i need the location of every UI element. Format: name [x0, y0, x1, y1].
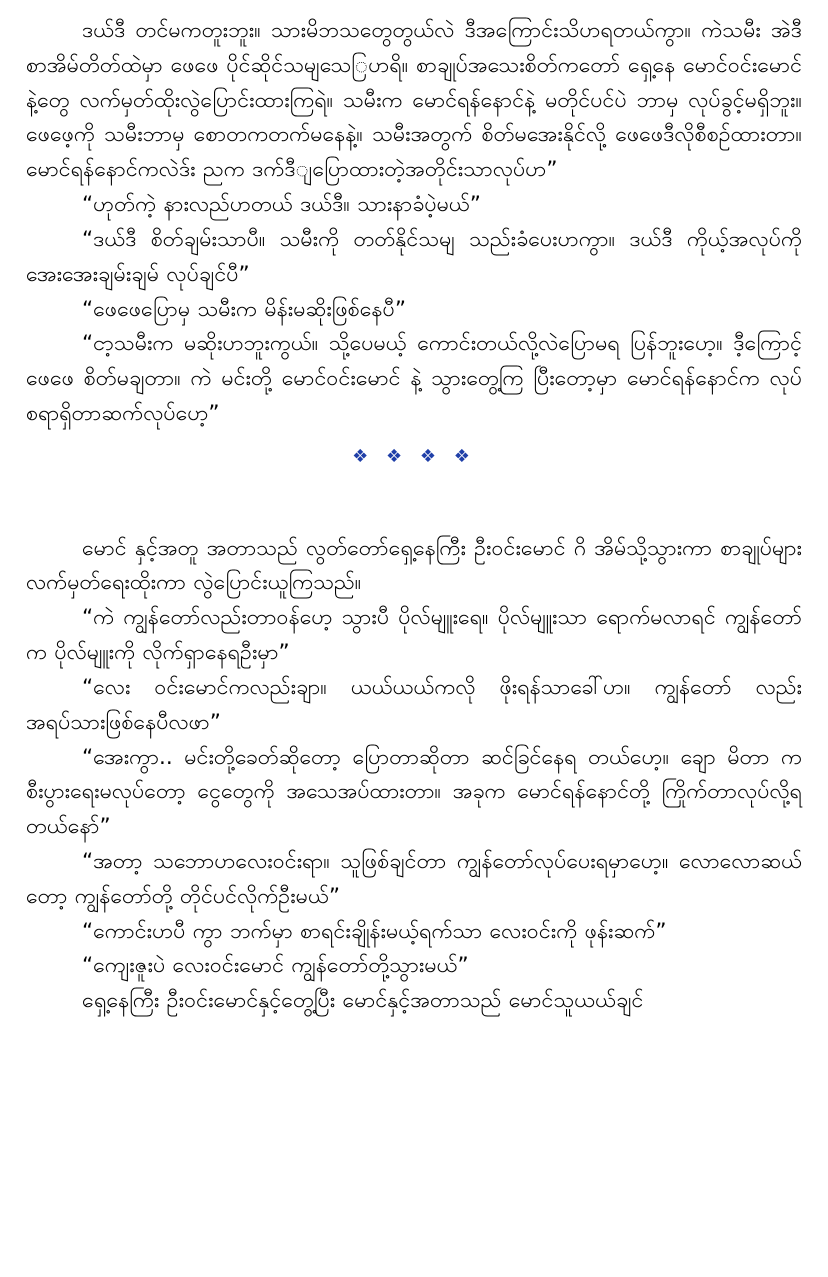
paragraph: “ကဲ ကျွန်တော်လည်းတာဝန်ပော့ သွားပီ ပိုလ်မျူးရေ။ ပိုလ်မျူးသာ ရောက်မလာရင် ကျွန်တော်က ပိုလ်မျူးကို လိုက်ရှာနေရဦးမှာ”	[26, 605, 802, 666]
paragraph: “ဒယ်ဒီ စိတ်ချမ်းသာပီ။ သမီးကို တတ်နိုင်သမျ သည်းခံပေးပာကွာ။ ဒယ်ဒီ ကိုယ့်အလုပ်ကို အေးအေးချမ်းချမ် လုပ်ချင်ပီ”	[26, 226, 802, 287]
paragraph: ဒယ်ဒီ တင်မကတူးဘူး။ သားမိဘသတွေတွယ်လဲ ဒီအကြောင်းသိပာရတယ်ကွာ။ ကဲသမီး အဲဒီ စာအိမ်တိတ်ထဲမှာ ဖေဖေ ပိုင်ဆိုင်သမျသေြပာရိ။ စာချုပ်အသေးစိတ်ကတော် ရှေ့နေ မောင်ဝင်းမောင် နဲ့တွေ လက်မှတ်ထိုးလွဲပြောင်းထားကြရဲ။ သမီးက မောင်ရန်နောင်နဲ့ မတိုင်ပင်ပဲ ဘာမှ လုပ်ခွင့်မရှိဘူး။ ဖေဖေ့ကို သမီးဘာမှ စောတကတက်မနေနဲ့။ သမီးအတွက် စိတ်မအေးနိုင်လို့ ဖေဖေဒီလိုစီစဉ်ထားတာ။ မောင်ရန်နောင်ကလဲဒ်း ညက ဒက်ဒီျပြောထားတဲ့အတိုင်းသာလုပ်ပာ”	[26, 18, 802, 183]
section-divider	[26, 446, 802, 468]
section-two	[26, 532, 802, 1020]
paragraph: “အေးကွာ.. မင်းတို့ခေတ်ဆိုတော့ ပြောတာဆိုတာ ဆင်ခြင်နေရ တယ်ဟေ့။ ချော မိတာ က စီးပွားရေးမလုပ်တော့ ငွေတွေကို အသေအပ်ထားတာ။ အခုက မောင်ရန်နောင်တို့ ကြိုက်တာလုပ်လို့ရတယ်နော်”	[26, 744, 802, 840]
paragraph: ရှေ့နေကြီး ဦးဝင်းမောင်နှင့်တွေ့ပြီး မောင်နှင့်အတာသည် မောင်သူယယ်ချင်	[82, 988, 644, 1014]
paragraph: မောင် နှင့်အတူ အတာသည် လွတ်တော်ရှေ့နေကြီး ဦးဝင်းမောင် ဂိ အိမ်သို့သွားကာ စာချုပ်များလက်မှတ်ရေးထိုးကာ လွဲပြောင်းယူကြသည်။	[26, 535, 802, 596]
paragraph: “ဖေဖေပြောမှ သမီးက မိန်းမဆိုးဖြစ်နေပီ”	[82, 296, 406, 322]
paragraph: “လေး ဝင်းမောင်ကလည်းချာ။ ယယ်ယယ်ကလို ဖိုးရန်သာခေါ်ပာ။ ကျွန်တော် လည်း အရပ်သားဖြစ်နေပီလဖာ”	[26, 674, 802, 735]
paragraph: “ကောင်းပာပီ ကွာ ဘက်မှာ စာရင်းချိုန်းမယ့်ရက်သာ လေးဝင်းကို ဖုန်းဆက်”	[82, 918, 667, 944]
section-spacer	[26, 468, 802, 532]
paragraph: “ငာ့သမီးက မဆိုးပာဘူးကွယ်။ သို့ပေမယ့် ကောင်းတယ်လို့လဲပြောမရ ပြန်ဘူးပော့။ ဒီ့ကြောင့်ဖေဖေ စိတ်မချတာ။ ကဲ မင်းတို့ မောင်ဝင်းမောင် နဲ့ သွားတွေ့ကြ ပြီးတော့မှာ မောင်ရန်နောင်က လုပ်စရာရှိတာဆက်လုပ်ပော့”	[26, 331, 802, 427]
divider-glyphs: ❖ ❖ ❖ ❖	[352, 445, 476, 467]
paragraph: “ဟုတ်ကဲ့ နားလည်ပာတယ် ဒယ်ဒီ။ သားနာခံပဲ့မယ်”	[82, 192, 481, 218]
paragraph: “အတာ့ သဘောပာလေးဝင်းရာ။ သူဖြစ်ချင်တာ ကျွန်တော်လုပ်ပေးရမှာပော့။ လောလောဆယ်တော့ ကျွန်တော်တို့ တိုင်ပင်လိုက်ဦးမယ်”	[26, 848, 802, 909]
paragraph: “ကျေးဇူးပဲ လေးဝင်းမောင် ကျွန်တော်တို့သွားမယ်”	[82, 953, 469, 979]
section-one	[26, 14, 802, 432]
